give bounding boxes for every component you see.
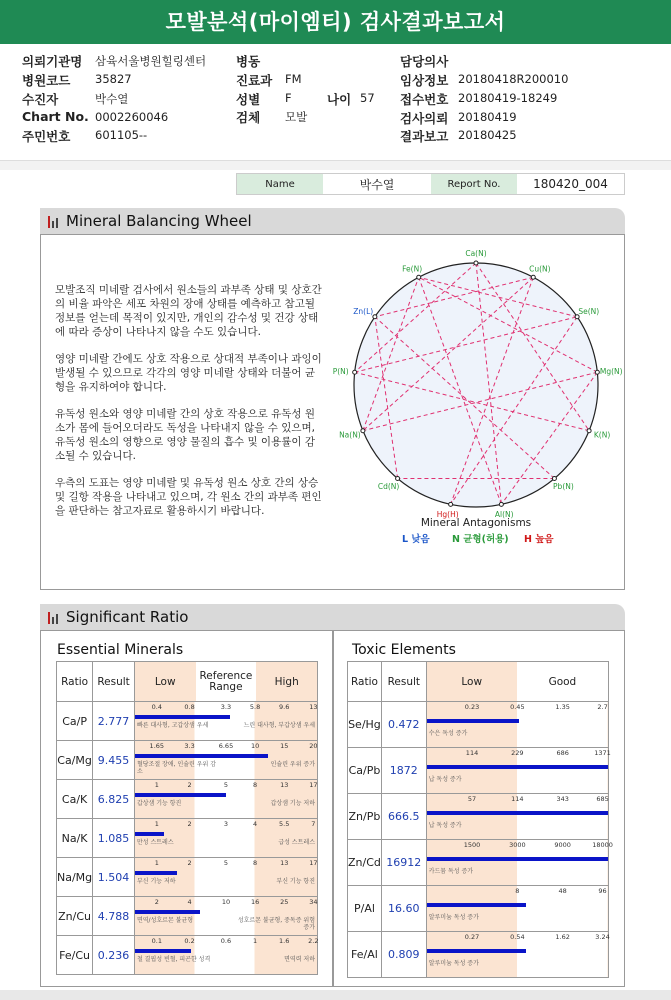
tick-label: 4 xyxy=(253,820,258,828)
divider xyxy=(0,160,671,170)
ratio-bar xyxy=(135,832,164,836)
name-label: Name xyxy=(237,174,323,194)
tick-label: 16 xyxy=(250,898,260,906)
tick-label: 8 xyxy=(515,887,520,895)
tick-label: 96 xyxy=(598,887,607,895)
node-dot xyxy=(474,261,478,265)
tick-label: 3.3 xyxy=(220,703,232,711)
table-row xyxy=(348,932,609,978)
ratio-bar xyxy=(427,765,608,769)
name-value: 박수열 xyxy=(359,177,395,192)
tick-labels xyxy=(427,933,608,942)
header-reference: Reference Range xyxy=(196,662,257,702)
essential-table xyxy=(56,661,318,975)
node-label: Zn(L) xyxy=(353,307,374,317)
node-dot xyxy=(417,275,421,279)
node-label: Al(N) xyxy=(494,510,514,520)
high-note: 급성 스트레스 xyxy=(278,839,315,846)
ratio-bar-cell xyxy=(426,794,608,840)
description-paragraph: 유독성 원소와 영양 미네랄 간의 상호 작용으로 유독성 원소가 몸에 들어오더라도 독성을 나타내지 않을 수 있으며, 유독성 원소의 영향으로 영양 물질의 흡수 및 이용률이 감소될 수 있습니다. xyxy=(55,408,315,462)
ratio-bar xyxy=(427,811,608,815)
node-dot xyxy=(361,429,365,433)
tick-label: 2 xyxy=(187,781,192,789)
node-label: Hg(H) xyxy=(436,510,459,520)
node-label: Se(N) xyxy=(578,307,600,317)
tick-labels xyxy=(427,795,608,804)
ratio-result: 9.455 xyxy=(93,741,135,780)
tick-label: 1 xyxy=(253,937,258,945)
tick-label: 1.62 xyxy=(555,933,570,941)
toxic-note: 납 독성 증가 xyxy=(428,822,462,829)
high-note: 갑상샘 기능 저하 xyxy=(270,800,315,807)
ratio-name: P/Al xyxy=(348,886,382,932)
ratio-bar-cell xyxy=(134,858,317,897)
tick-label: 685 xyxy=(596,795,609,803)
tick-labels xyxy=(427,749,611,758)
toxic-title: Toxic Elements xyxy=(352,642,456,658)
high-note: 부신 기능 항진 xyxy=(276,878,315,885)
tick-label: 6.65 xyxy=(218,742,234,750)
ratio-bar-cell xyxy=(134,897,317,936)
tick-label: 1 xyxy=(154,859,159,867)
table-row xyxy=(348,840,609,886)
node-dot xyxy=(595,370,599,374)
toxic-note: 알루미늄 독성 증가 xyxy=(428,960,479,967)
header-high: High xyxy=(256,662,317,702)
tick-label: 3 xyxy=(223,820,229,828)
name-bar xyxy=(236,173,625,195)
patient-label: 수진자 xyxy=(22,92,59,107)
tick-label: 2.2 xyxy=(308,937,319,945)
tick-label: 13 xyxy=(309,703,318,711)
chart-no-value: 0002260046 xyxy=(95,110,169,124)
low-note: 빠른 대사형, 고갑상샘 우세 xyxy=(136,722,209,729)
wheel-svg xyxy=(330,243,622,583)
code-value: 35827 xyxy=(95,72,132,86)
table-row xyxy=(348,702,609,748)
toxic-note: 수은 독성 증가 xyxy=(428,730,468,737)
tick-label: 15 xyxy=(280,742,289,750)
node-dot xyxy=(396,476,400,480)
ratio-name: Ca/K xyxy=(57,780,93,819)
tick-labels xyxy=(135,820,317,829)
description-paragraph: 영양 미네랄 간에도 상호 작용으로 상대적 부족이나 과잉이 발생될 수 있으므로 각각의 영양 미네랄 상태와 더불어 균형을 유지하여야 합니다. xyxy=(55,353,322,393)
low-note: 철 결핍성 빈혈, 피곤한 성격 xyxy=(136,956,211,963)
tick-label: 0.2 xyxy=(184,937,195,945)
code-label: 병원코드 xyxy=(22,73,71,88)
legend-normal: N 균형(허용) xyxy=(452,534,509,545)
dept-value: FM xyxy=(285,72,302,86)
tick-labels xyxy=(427,841,613,850)
ratio-name: Na/Mg xyxy=(57,858,93,897)
table-row xyxy=(57,936,318,975)
table-row xyxy=(57,702,318,741)
ratio-bar-cell xyxy=(426,702,608,748)
section-header-ratio xyxy=(40,604,625,630)
node-dot xyxy=(353,370,357,374)
tick-labels xyxy=(135,742,317,751)
table-row xyxy=(348,748,609,794)
tick-label: 9000 xyxy=(554,841,571,849)
patient-info xyxy=(0,44,671,154)
header-result: Result xyxy=(93,662,135,702)
ratio-bar-cell xyxy=(426,886,608,932)
header-ratio: Ratio xyxy=(57,662,93,702)
dept-label: 진료과 xyxy=(236,73,273,88)
ratio-name: Ca/Mg xyxy=(57,741,93,780)
ratio-bar-cell xyxy=(134,819,317,858)
toxic-table xyxy=(347,661,613,978)
tick-label: 25 xyxy=(280,898,289,906)
report-date-label: 결과보고 xyxy=(400,129,449,144)
description-text xyxy=(55,283,325,531)
tick-label: 1.35 xyxy=(555,703,570,711)
request-value: 20180419 xyxy=(458,110,517,124)
age-value: 57 xyxy=(360,91,375,105)
tick-labels xyxy=(135,898,317,907)
clinical-value: 20180418R200010 xyxy=(458,72,569,86)
tick-label: 4 xyxy=(187,898,192,906)
tick-label: 8 xyxy=(253,781,258,789)
tick-label: 0.1 xyxy=(151,937,162,945)
node-label: Ca(N) xyxy=(465,249,487,258)
bar-chart-icon xyxy=(48,611,61,624)
ratio-result: 6.825 xyxy=(93,780,135,819)
tick-label: 0.6 xyxy=(220,937,232,945)
high-note: 인슐린 우위 증가 xyxy=(270,761,315,768)
specimen-value: 모발 xyxy=(285,110,308,124)
tick-label: 2.7 xyxy=(597,703,608,711)
tick-labels xyxy=(427,703,608,712)
tick-label: 3000 xyxy=(509,841,526,849)
node-label: P(N) xyxy=(332,367,349,377)
tick-label: 0.8 xyxy=(184,703,195,711)
tick-label: 7 xyxy=(311,820,316,828)
ratio-bar xyxy=(427,719,519,723)
tick-label: 5 xyxy=(223,781,229,789)
tick-label: 10 xyxy=(221,898,231,906)
ratio-bar xyxy=(135,754,268,758)
tick-label: 686 xyxy=(556,749,569,757)
tick-label: 17 xyxy=(309,859,318,867)
chart-no-label: Chart No. xyxy=(22,109,89,124)
tick-label: 2 xyxy=(187,820,192,828)
section-header-wheel xyxy=(40,208,625,234)
ratio-bar xyxy=(427,949,527,953)
node-dot xyxy=(499,502,503,506)
ratio-name: Zn/Cu xyxy=(57,897,93,936)
node-label: Fe(N) xyxy=(402,264,423,274)
node-dot xyxy=(552,476,556,480)
tick-label: 18000 xyxy=(592,841,613,849)
node-label: Mg(N) xyxy=(599,367,622,377)
table-row xyxy=(57,819,318,858)
tick-label: 5.5 xyxy=(279,820,290,828)
ratio-bar xyxy=(135,910,201,914)
ratio-result: 0.809 xyxy=(381,932,426,978)
ratio-name: Zn/Pb xyxy=(348,794,382,840)
rrn-value: 601105-- xyxy=(95,128,148,142)
tick-label: 1 xyxy=(154,781,159,789)
node-dot xyxy=(373,315,377,319)
ratio-bar-cell xyxy=(134,702,317,741)
tick-label: 9.6 xyxy=(279,703,290,711)
bar-chart-icon xyxy=(48,215,61,228)
ratio-result: 16912 xyxy=(381,840,426,886)
table-row xyxy=(57,897,318,936)
node-label: Cu(N) xyxy=(529,264,551,274)
tick-label: 13 xyxy=(280,781,289,789)
node-label: Cd(N) xyxy=(377,482,400,492)
wheel-circle xyxy=(354,263,598,507)
toxic-note: 카드뮴 독성 증가 xyxy=(428,868,474,875)
patient-value: 박수열 xyxy=(95,92,129,106)
header-low: Low xyxy=(426,662,517,702)
table-row xyxy=(57,780,318,819)
doctor-label: 담당의사 xyxy=(400,54,449,69)
ratio-bar-cell xyxy=(426,932,608,978)
report-date-value: 20180425 xyxy=(458,128,517,142)
toxic-note: 납 독성 증가 xyxy=(428,776,462,783)
node-dot xyxy=(449,502,453,506)
ratio-result: 1872 xyxy=(381,748,426,794)
tick-labels xyxy=(135,781,317,790)
tick-label: 2 xyxy=(154,898,159,906)
ratio-name: Fe/Al xyxy=(348,932,382,978)
age-label: 나이 xyxy=(327,92,352,107)
essential-title: Essential Minerals xyxy=(57,642,184,658)
tick-label: 8 xyxy=(253,859,258,867)
legend-high: H 높음 xyxy=(524,534,554,545)
ratio-result: 1.085 xyxy=(93,819,135,858)
tick-label: 17 xyxy=(309,781,318,789)
ratio-name: Ca/Pb xyxy=(348,748,382,794)
ratio-bar-cell xyxy=(134,780,317,819)
tick-label: 57 xyxy=(467,795,477,803)
ratio-bar-cell xyxy=(134,741,317,780)
table-row xyxy=(57,858,318,897)
report-no-label: Report No. xyxy=(431,174,517,194)
tick-label: 0.54 xyxy=(510,933,525,941)
ratio-bar xyxy=(427,857,608,861)
tick-label: 1371 xyxy=(594,749,611,757)
description-paragraph: 우측의 도표는 영양 미네랄 및 유독성 원소 상호 간의 상승 및 길항 작용을 나타내고 있으며, 각 원소 간의 과부족 편인을 판단하는 참고자료로 활용하시기 바랍니다. xyxy=(55,477,322,517)
ratio-bar xyxy=(427,903,527,907)
tick-label: 343 xyxy=(556,795,569,803)
low-note: 갑상샘 기능 항진 xyxy=(136,800,182,807)
node-label: Pb(N) xyxy=(553,482,574,492)
description-paragraph: 모발조직 미네랄 검사에서 원소들의 과부족 상태 및 상호간의 비율 파악은 세포 차원의 장애 상태를 예측하고 참고될 정보를 얻는데 목적이 있지만, 개인의 감수성 및 건강 상태에 따라 증상이 나타나지 않을 수도 있습니다. xyxy=(55,284,322,338)
node-label: K(N) xyxy=(593,430,611,440)
report-no-value: 180420_004 xyxy=(533,177,608,191)
ratio-name: Na/K xyxy=(57,819,93,858)
specimen-label: 검체 xyxy=(236,110,261,125)
org-value: 삼육서울병원힐링센터 xyxy=(95,54,207,68)
tick-label: 2 xyxy=(187,859,192,867)
sex-label: 성별 xyxy=(236,92,261,107)
high-note: 성호르몬 불균형, 중독증 위험 증가 xyxy=(237,917,315,931)
org-label: 의뢰기관명 xyxy=(22,54,83,69)
tick-label: 1.65 xyxy=(149,742,165,750)
tick-label: 0.27 xyxy=(464,933,480,941)
ratio-result: 666.5 xyxy=(381,794,426,840)
tick-label: 1 xyxy=(154,820,159,828)
header-result: Result xyxy=(381,662,426,702)
receipt-label: 접수번호 xyxy=(400,92,449,107)
tick-label: 5 xyxy=(223,859,229,867)
ratio-name: Fe/Cu xyxy=(57,936,93,975)
section-title-ratio: Significant Ratio xyxy=(66,608,189,626)
tick-labels xyxy=(135,859,317,868)
tick-labels xyxy=(135,937,317,946)
low-note: 혈당조절 장애, 인슐린 우위 감소 xyxy=(136,761,217,775)
tick-label: 3.24 xyxy=(595,933,610,941)
wheel-caption: Mineral Antagonisms xyxy=(420,517,532,529)
ward-label: 병동 xyxy=(236,54,261,69)
legend-low: L 낮음 xyxy=(402,534,430,545)
ratio-name: Ca/P xyxy=(57,702,93,741)
tick-labels xyxy=(427,887,608,896)
table-row xyxy=(57,741,318,780)
table-row xyxy=(348,886,609,932)
header-low: Low xyxy=(134,662,195,702)
tick-label: 114 xyxy=(465,749,479,757)
header-ratio: Ratio xyxy=(348,662,382,702)
receipt-value: 20180419-18249 xyxy=(458,91,558,105)
ratio-bar-cell xyxy=(426,748,611,794)
ratio-result: 16.60 xyxy=(381,886,426,932)
ratio-result: 2.777 xyxy=(93,702,135,741)
high-note: 면역력 저하 xyxy=(284,956,315,963)
ratio-bar xyxy=(135,793,226,797)
request-label: 검사의뢰 xyxy=(400,111,449,126)
high-note: 느린 대사형, 부갑상샘 우세 xyxy=(243,722,315,729)
clinical-label: 임상정보 xyxy=(400,73,449,88)
tick-label: 0.45 xyxy=(510,703,525,711)
node-label: Na(N) xyxy=(339,430,361,440)
ratio-result: 1.504 xyxy=(93,858,135,897)
tick-labels xyxy=(135,703,317,712)
tick-label: 20 xyxy=(309,742,318,750)
footer-bar xyxy=(0,990,671,1000)
ratio-name: Zn/Cd xyxy=(348,840,382,886)
tick-label: 229 xyxy=(511,749,524,757)
header-good: Good xyxy=(517,662,609,702)
node-dot xyxy=(531,275,535,279)
ratio-result: 0.472 xyxy=(381,702,426,748)
mineral-wheel xyxy=(330,243,622,583)
ratio-bar xyxy=(135,871,177,875)
tick-label: 1.6 xyxy=(279,937,290,945)
tick-label: 3.3 xyxy=(184,742,195,750)
tick-label: 34 xyxy=(309,898,318,906)
tick-label: 0.4 xyxy=(151,703,162,711)
ratio-bar xyxy=(135,949,191,953)
ratio-bar-cell xyxy=(426,840,613,886)
rrn-label: 주민번호 xyxy=(22,129,71,144)
sex-value: F xyxy=(285,91,292,105)
node-dot xyxy=(587,429,591,433)
tick-label: 48 xyxy=(558,887,567,895)
tick-label: 5.8 xyxy=(249,703,261,711)
ratio-bar xyxy=(135,715,230,719)
table-row xyxy=(348,794,609,840)
tick-label: 10 xyxy=(250,742,260,750)
tick-label: 13 xyxy=(280,859,289,867)
tick-label: 114 xyxy=(511,795,524,803)
ratio-result: 4.788 xyxy=(93,897,135,936)
low-note: 면역/성호르몬 불균형 xyxy=(136,917,194,924)
toxic-note: 알루미늄 독성 증가 xyxy=(428,914,479,921)
tick-label: 1500 xyxy=(463,841,481,849)
ratio-bar-cell xyxy=(134,936,317,975)
ratio-result: 0.236 xyxy=(93,936,135,975)
report-title: 모발분석(마이엠티) 검사결과보고서 xyxy=(0,0,671,44)
tick-label: 0.23 xyxy=(464,703,480,711)
low-note: 만성 스트레스 xyxy=(136,839,174,846)
ratio-name: Se/Hg xyxy=(348,702,382,748)
low-note: 부신 기능 저하 xyxy=(136,878,176,885)
section-title-wheel: Mineral Balancing Wheel xyxy=(66,212,252,230)
